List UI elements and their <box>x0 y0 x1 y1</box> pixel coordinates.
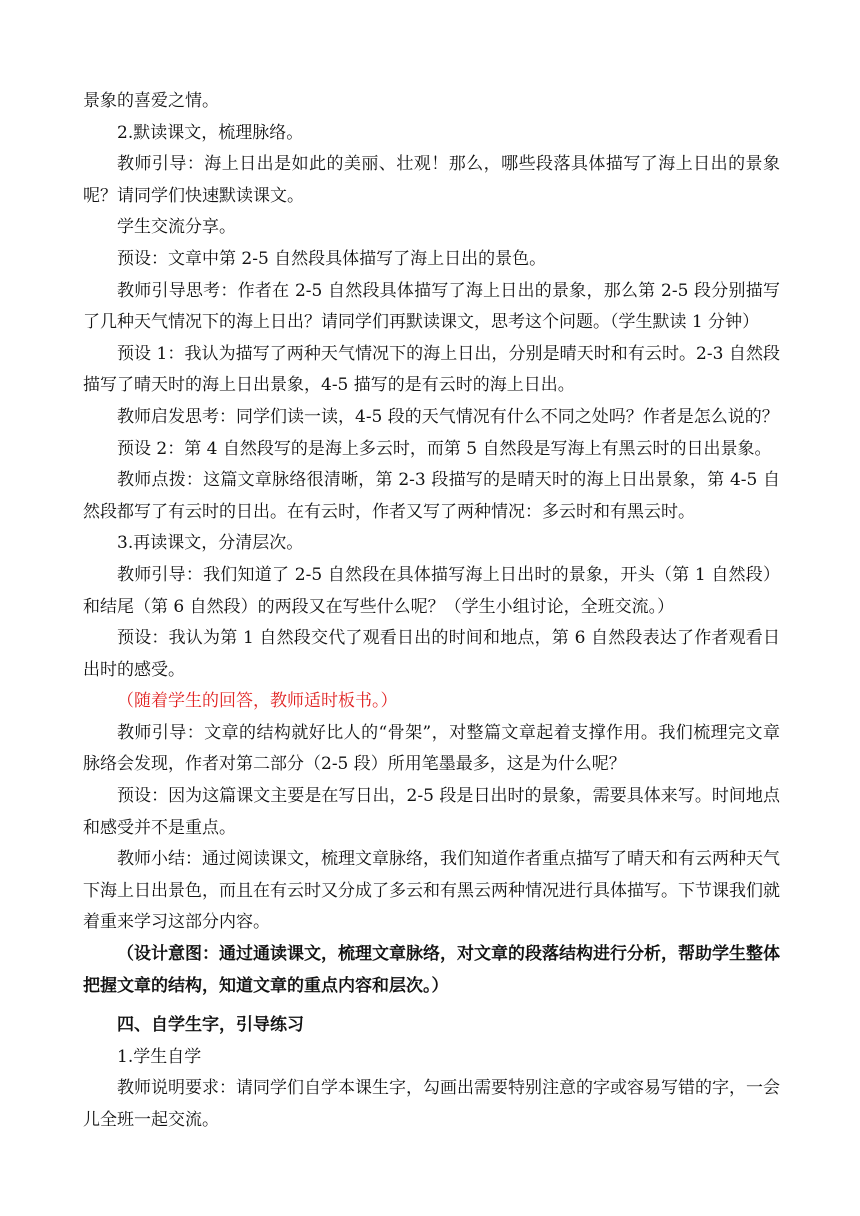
paragraph: 预设：我认为第 1 自然段交代了观看日出的时间和地点，第 6 自然段表达了作者观看日出时的感受。 <box>83 628 780 680</box>
design-intent-note: （设计意图：通过通读课文，梳理文章脉络，对文章的段落结构进行分析，帮助学生整体把握文章的结构，知道文章的重点内容和层次。） <box>83 944 780 996</box>
section-subheading: 2.默读课文，梳理脉络。 <box>117 122 304 143</box>
paragraph: 教师引导：海上日出是如此的美丽、壮观！那么，哪些段落具体描写了海上日出的景象呢？请同学们快速默读课文。 <box>83 154 780 206</box>
paragraph: 预设：因为这篇课文主要是在写日出，2-5 段是日出时的景象，需要具体来写。时间地点和感受并不是重点。 <box>83 786 780 838</box>
paragraph: 预设 2：第 4 自然段写的是海上多云时，而第 5 自然段是写海上有黑云时的日出景象。 <box>117 438 772 459</box>
paragraph: 学生交流分享。 <box>117 217 236 238</box>
section-heading: 四、自学生字，引导练习 <box>117 1015 304 1036</box>
paragraph: 教师小结：通过阅读课文，梳理文章脉络，我们知道作者重点描写了晴天和有云两种天气下海上日出景色，而且在有云时又分成了多云和有黑云两种情况进行具体描写。下节课我们就着重来学习这部分内容。 <box>83 849 780 933</box>
paragraph: 教师点拨：这篇文章脉络很清晰，第 2-3 段描写的是晴天时的海上日出景象，第 4-5 自然段都写了有云时的日出。在有云时，作者又写了两种情况：多云时和有黑云时。 <box>83 470 780 522</box>
paragraph: 景象的喜爱之情。 <box>83 91 219 111</box>
paragraph: 教师引导：文章的结构就好比人的“骨架”，对整篇文章起着支撑作用。我们梳理完文章脉络会发现，作者对第二部分（2-5 段）所用笔墨最多，这是为什么呢？ <box>83 722 780 775</box>
paragraph: 教师说明要求：请同学们自学本课生字，勾画出需要特别注意的字或容易写错的字，一会儿全班一起交流。 <box>83 1078 780 1130</box>
board-note: （随着学生的回答，教师适时板书。） <box>117 691 398 712</box>
document-body <box>83 86 780 1137</box>
paragraph: 教师启发思考：同学们读一读，4-5 段的天气情况有什么不同之处吗？作者是怎么说的？ <box>117 406 779 427</box>
paragraph: 预设 1：我认为描写了两种天气情况下的海上日出，分别是晴天时和有云时。2-3 自然段描写了晴天时的海上日出景象，4-5 描写的是有云时的海上日出。 <box>83 343 780 396</box>
paragraph: 预设：文章中第 2-5 自然段具体描写了海上日出的景色。 <box>117 248 547 269</box>
section-subheading: 1.学生自学 <box>117 1046 202 1067</box>
paragraph: 教师引导：我们知道了 2-5 自然段在具体描写海上日出时的景象，开头（第 1 自然段）和结尾（第 6 自然段）的两段又在写些什么呢？（学生小组讨论，全班交流。） <box>83 564 780 617</box>
paragraph: 教师引导思考：作者在 2-5 自然段具体描写了海上日出的景象，那么第 2-5 段分别描写了几种天气情况下的海上日出？请同学们再默读课文，思考这个问题。（学生默读 1 分钟） <box>83 280 780 333</box>
section-subheading: 3.再读课文，分清层次。 <box>117 533 304 554</box>
